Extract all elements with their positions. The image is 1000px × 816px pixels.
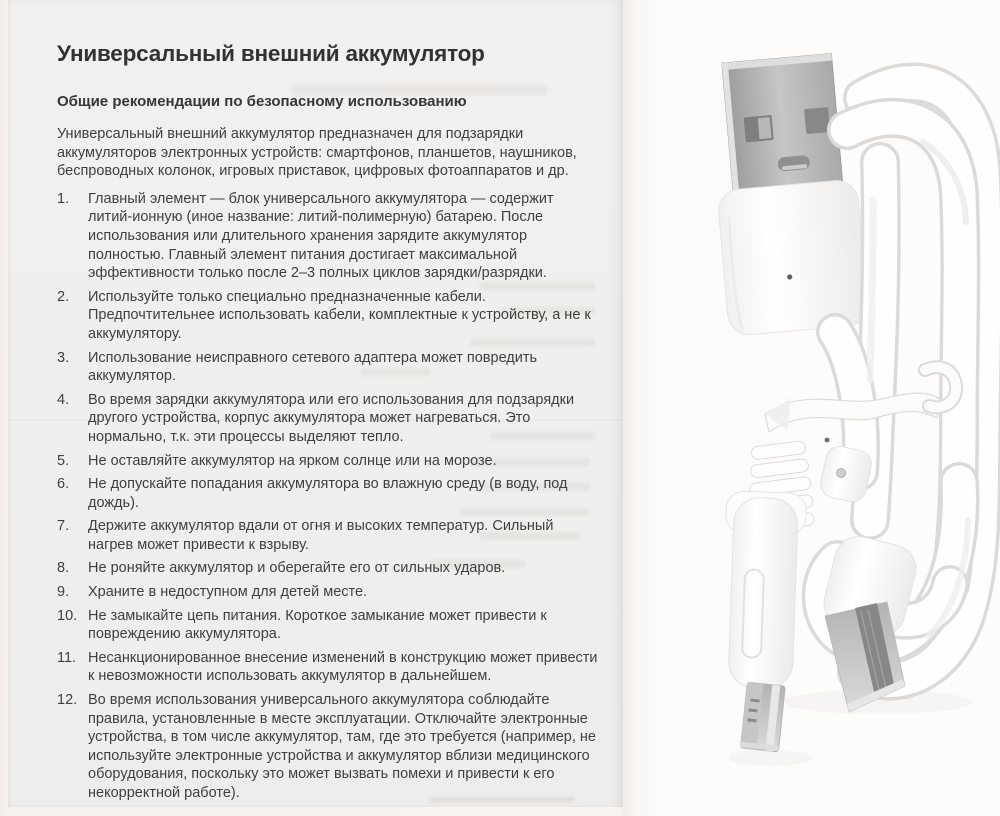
cable-dot bbox=[825, 438, 830, 443]
list-item-text: Во время зарядки аккумулятора или его использования для подзарядки другого устройства, корпус аккумулятора может нагреваться. Это нормально, т.к. эти процессы выделяют тепло. bbox=[88, 391, 575, 445]
product-photo bbox=[623, 0, 1000, 816]
list-item-text: Используйте только специально предназначенные кабели. Предпочтительнее использовать кабели, комплектные к устройству, а не к аккумулятору. bbox=[88, 288, 591, 342]
list-item bbox=[57, 691, 607, 803]
micro-usb-metal-tip bbox=[741, 682, 786, 752]
list-item-number: 2. bbox=[57, 288, 70, 305]
list-item bbox=[57, 649, 607, 686]
list-item-text: Использование неисправного сетевого адаптера может повредить аккумулятор. bbox=[88, 349, 538, 385]
list-item-number: 6. bbox=[57, 476, 70, 493]
usb-a-overmold bbox=[717, 179, 869, 337]
list-item-number: 3. bbox=[57, 349, 70, 366]
list-item-text: Не роняйте аккумулятор и оберегайте его от сильных ударов. bbox=[88, 560, 506, 577]
list-item bbox=[57, 452, 607, 471]
micro-usb-connector bbox=[720, 491, 807, 752]
list-item-number: 5. bbox=[57, 452, 70, 469]
list-item bbox=[57, 391, 607, 447]
list-item bbox=[57, 349, 607, 386]
list-item-number: 4. bbox=[57, 391, 70, 408]
list-item-text: Во время использования универсального аккумулятора соблюдайте правила, установленные в месте эксплуатации. Отключайте электронные устройства, в том числе аккумулятор, там, где это требуется (например, не используйте электронные устройства и аккумулятор вблизи медицинского оборудования, поскольку это может вызвать помехи и привести к его некорректной работе). bbox=[88, 692, 596, 801]
list-item-text: Храните в недоступном для детей месте. bbox=[88, 584, 368, 601]
list-item-number: 9. bbox=[57, 584, 70, 601]
list-item bbox=[57, 583, 607, 602]
usb-cable-photo bbox=[623, 0, 1000, 816]
instruction-sheet bbox=[8, 0, 623, 807]
usb-a-shell-hole bbox=[804, 107, 830, 134]
list-item-text: Держите аккумулятор вдали от огня и высоких температур. Сильный нагрев может привести к взрыву. bbox=[88, 518, 554, 553]
list-item-text: Главный элемент — блок универсального аккумулятора — содержит литий-ионную (иное название: литий-полимерную) батарею. После использования или длительного хранения зарядите аккумулятор полностью. Главный элемент питания достигает максимальной эффективности только после 2–3 полных циклов зарядки/разрядки. bbox=[88, 190, 554, 282]
list-item-number: 8. bbox=[57, 560, 70, 577]
safety-list bbox=[57, 190, 607, 803]
list-item-number: 10. bbox=[57, 607, 78, 624]
list-item bbox=[57, 559, 607, 578]
list-item bbox=[57, 517, 607, 554]
list-item-number: 12. bbox=[57, 692, 78, 709]
list-item bbox=[57, 475, 607, 512]
list-item-text: Не допускайте попадания аккумулятора во влажную среду (в воду, под дождь). bbox=[88, 476, 568, 511]
list-item bbox=[57, 288, 607, 344]
list-item-text: Несанкционированное внесение изменений в конструкцию может привести к невозможности использовать аккумулятор в дальнейшем. bbox=[88, 649, 598, 685]
list-item bbox=[57, 190, 607, 283]
list-item-text: Не оставляйте аккумулятор на ярком солнце или на морозе. bbox=[88, 452, 497, 469]
list-item-text: Не замыкайте цепь питания. Короткое замыкание может привести к повреждению аккумулятора. bbox=[88, 607, 547, 643]
list-item bbox=[57, 607, 607, 644]
list-item-number: 1. bbox=[57, 190, 70, 207]
list-item-number: 7. bbox=[57, 518, 70, 535]
section-heading: Общие рекомендации по безопасному использованию bbox=[57, 93, 467, 110]
document-title: Универсальный внешний аккумулятор bbox=[57, 41, 485, 66]
intro-paragraph: Универсальный внешний аккумулятор предназначен для подзарядки аккумуляторов электронных устройств: смартфонов, планшетов, наушников, беспроводных колонок, игровых приставок, цифровых фотоаппаратов и др. bbox=[57, 126, 577, 180]
list-item-number: 11. bbox=[57, 649, 77, 666]
